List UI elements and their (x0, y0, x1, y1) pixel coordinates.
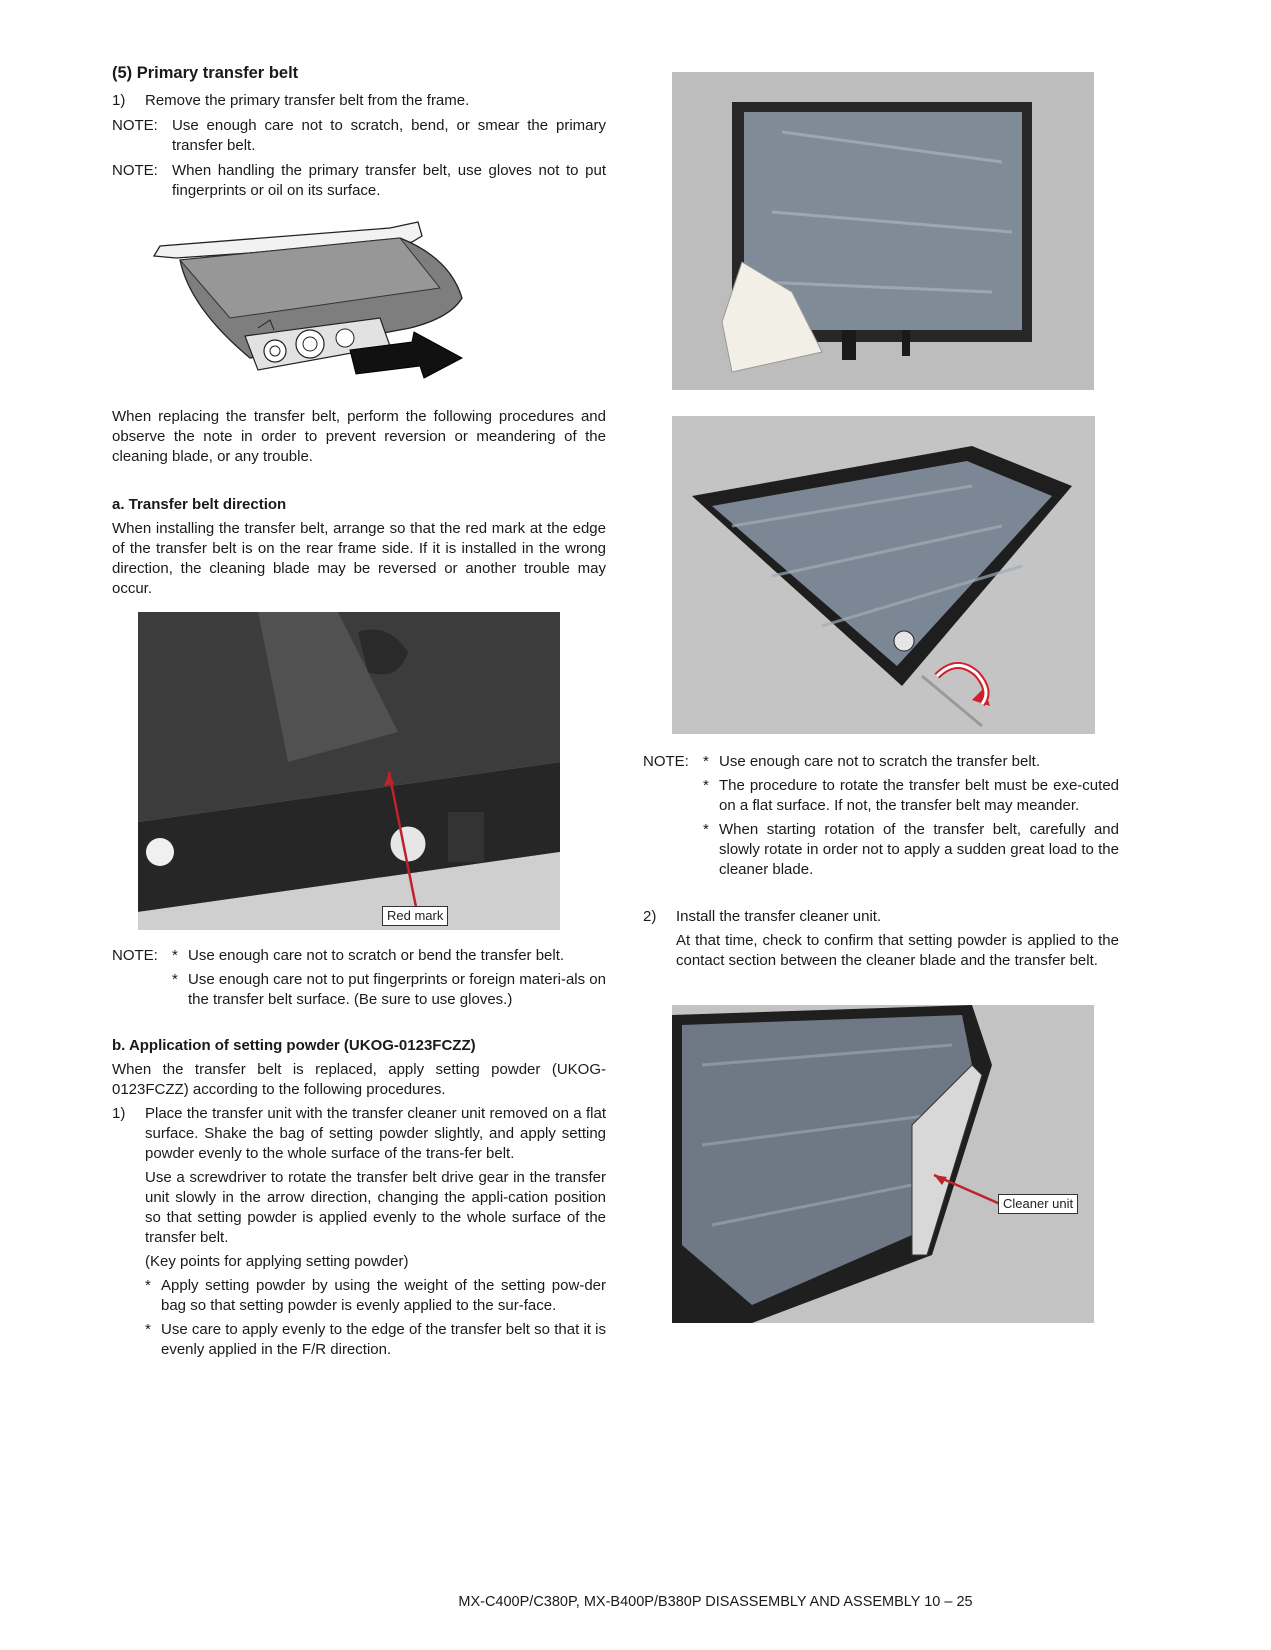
step-2-body (676, 907, 1119, 971)
subsection-b-paragraph: When the transfer belt is replaced, apply setting powder (UKOG-0123FCZZ) according to the following procedures. (112, 1061, 606, 1098)
replace-paragraph: When replacing the transfer belt, perform the following procedures and observe the note in order to prevent reversion or meandering of the cleaning blade, or any trouble. (112, 408, 606, 465)
note-item (172, 946, 606, 966)
bullet-star: * (172, 947, 178, 964)
step-2 (643, 907, 1119, 971)
step-text: Place the transfer unit with the transfer cleaner unit removed on a flat surface. Shake the bag of setting powder slightly, and apply setting powder evenly to the whole surface of the trans-fer belt. (145, 1105, 606, 1162)
note-right (643, 752, 1119, 880)
step-number: 2) (643, 908, 657, 925)
belt-rotation-photo (672, 416, 1095, 734)
cleaner-unit-callout: Cleaner unit (998, 1194, 1078, 1214)
note-item (703, 752, 1119, 772)
note-item-text: Use enough care not to scratch or bend the transfer belt. (188, 947, 565, 964)
step-text: Install the transfer cleaner unit. (676, 908, 882, 925)
note-list (703, 752, 1119, 880)
bullet-star: * (703, 777, 709, 794)
note-label: NOTE: (112, 117, 158, 134)
note-item (703, 776, 1119, 816)
note-list (172, 946, 606, 1010)
key-point-text: Use care to apply evenly to the edge of the transfer belt so that it is evenly applied in the F/R direction. (161, 1321, 606, 1358)
step-text-2: Use a screwdriver to rotate the transfer belt drive gear in the transfer unit slowly in the arrow direction, changing the appli-cation position so that setting powder is applied evenly to the whole surface of the transfer belt. (145, 1169, 606, 1246)
key-points-heading: (Key points for applying setting powder) (145, 1253, 409, 1270)
note-1 (112, 116, 606, 156)
subsection-b-title: b. Application of setting powder (UKOG-0123FCZZ) (112, 1037, 476, 1054)
step-1 (112, 91, 606, 111)
step-number: 1) (112, 1105, 126, 1122)
step-number: 1) (112, 92, 126, 109)
note-item-text: Use enough care not to scratch the transfer belt. (719, 753, 1041, 770)
setting-powder-application-photo (672, 72, 1094, 390)
subsection-a-title: a. Transfer belt direction (112, 496, 287, 513)
note-label: NOTE: (643, 753, 689, 770)
note-label: NOTE: (112, 947, 158, 964)
key-point-text: Apply setting powder by using the weight of the setting pow-der bag so that setting powder is evenly applied to the sur-face. (161, 1277, 606, 1314)
note-item-text: The procedure to rotate the transfer belt must be exe-cuted on a flat surface. If not, the transfer belt may meander. (719, 777, 1119, 814)
note-item (703, 820, 1119, 880)
note-item (172, 970, 606, 1010)
bullet-star: * (703, 753, 709, 770)
note-text: When handling the primary transfer belt, use gloves not to put fingerprints or oil on its surface. (172, 162, 606, 199)
transfer-belt-red-mark-photo (138, 612, 560, 930)
note-text: Use enough care not to scratch, bend, or smear the primary transfer belt. (172, 117, 606, 154)
bullet-star: * (703, 821, 709, 838)
step-b-1-body (145, 1104, 606, 1360)
section-title: (5) Primary transfer belt (112, 64, 299, 82)
note-label: NOTE: (112, 162, 158, 179)
step-b-1 (112, 1104, 606, 1360)
key-point-item (145, 1276, 606, 1316)
page-footer: MX-C400P/C380P, MX-B400P/B380P DISASSEMBLY AND ASSEMBLY 10 – 25 (458, 1594, 973, 1610)
step-2-paragraph: At that time, check to confirm that setting powder is applied to the contact section between the cleaner blade and the transfer belt. (676, 932, 1119, 969)
belt-removal-illustration (150, 218, 480, 390)
step-text: Remove the primary transfer belt from the frame. (145, 92, 470, 109)
note-item-text: Use enough care not to put fingerprints or foreign materi-als on the transfer belt surface. (Be sure to use gloves.) (188, 971, 606, 1008)
note-2 (112, 161, 606, 201)
red-mark-callout: Red mark (382, 906, 448, 926)
bullet-star: * (145, 1277, 151, 1294)
note-item-text: When starting rotation of the transfer belt, carefully and slowly rotate in order not to apply a sudden great load to the cleaner blade. (719, 821, 1119, 878)
bullet-star: * (172, 971, 178, 988)
key-point-item (145, 1320, 606, 1360)
cleaner-unit-photo (672, 1005, 1094, 1323)
note-3 (112, 946, 606, 1010)
bullet-star: * (145, 1321, 151, 1338)
subsection-a-paragraph: When installing the transfer belt, arrange so that the red mark at the edge of the transfer belt is on the rear frame side. If it is installed in the wrong direction, the cleaning blade may be reversed or another trouble may occur. (112, 520, 606, 597)
